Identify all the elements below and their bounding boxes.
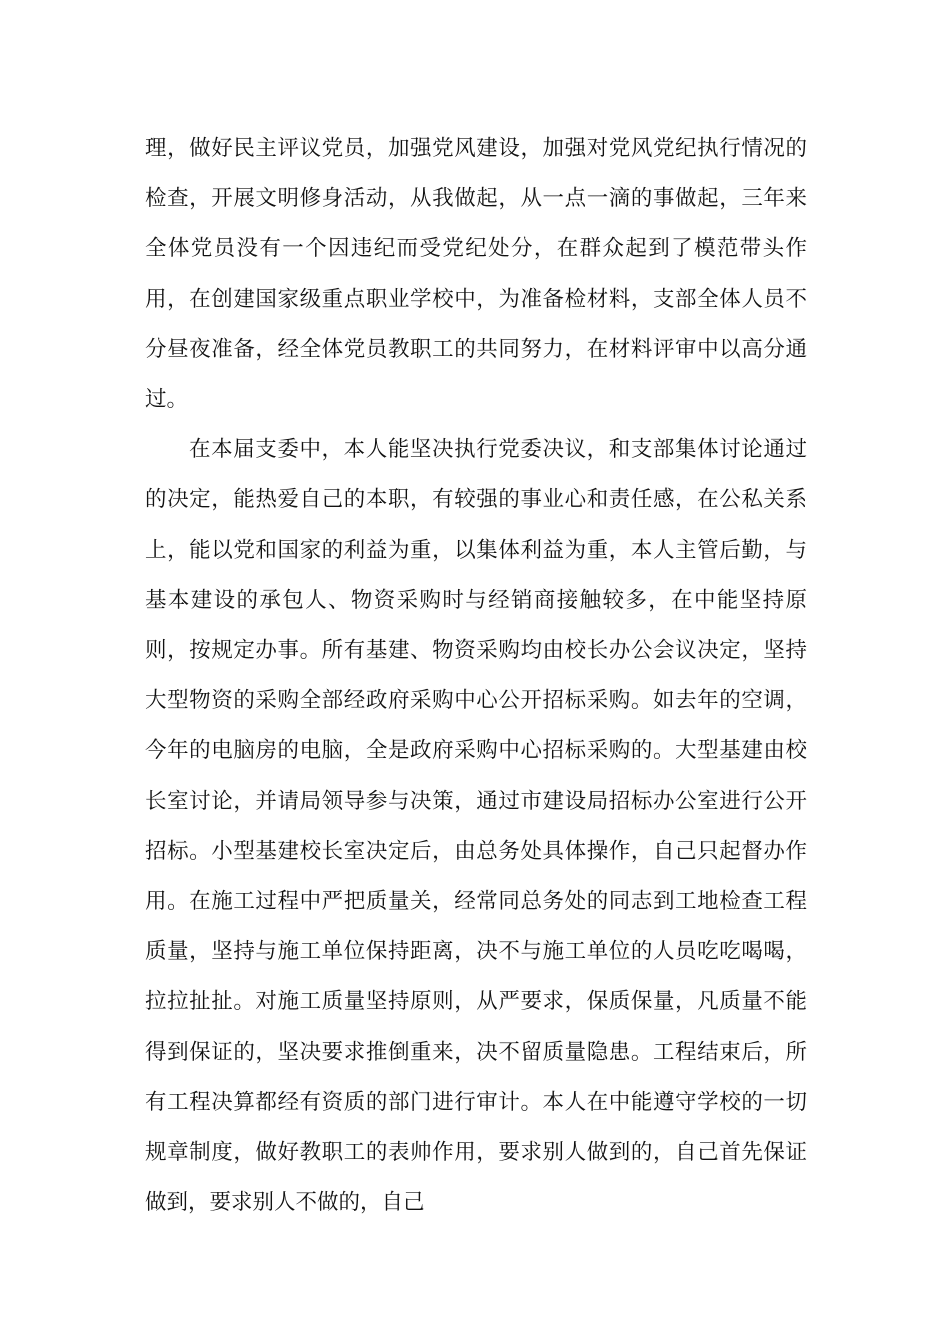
document-body: [145, 124, 807, 1228]
paragraph-party-conduct: 理，做好民主评议党员，加强党风建设，加强对党风党纪执行情况的检查，开展文明修身活动，从我做起，从一点一滴的事做起，三年来全体党员没有一个因违纪而受党纪处分，在群众起到了模范带头作用，在创建国家级重点职业学校中，为准备检材料，支部全体人员不分昼夜准备，经全体党员教职工的共同努力，在材料评审中以高分通过。: [145, 136, 807, 413]
paragraph-logistics-integrity: 在本届支委中，本人能坚决执行党委决议，和支部集体讨论通过的决定，能热爱自己的本职，有较强的事业心和责任感，在公私关系上，能以党和国家的利益为重，以集体利益为重，本人主管后勤，与基本建设的承包人、物资采购时与经销商接触较多，在中能坚持原则，按规定办事。所有基建、物资采购均由校长办公会议决定，坚持大型物资的采购全部经政府采购中心公开招标采购。如去年的空调，今年的电脑房的电脑，全是政府采购中心招标采购的。大型基建由校长室讨论，并请局领导参与决策，通过市建设局招标办公室进行公开招标。小型基建校长室决定后，由总务处具体操作，自己只起督办作用。在施工过程中严把质量关，经常同总务处的同志到工地检查工程质量，坚持与施工单位保持距离，决不与施工单位的人员吃吃喝喝，拉拉扯扯。对施工质量坚持原则，从严要求，保质保量，凡质量不能得到保证的，坚决要求推倒重来，决不留质量隐患。工程结束后，所有工程决算都经有资质的部门进行审计。本人在中能遵守学校的一切规章制度，做好教职工的表帅作用，要求别人做到的，自己首先保证做到，要求别人不做的，自己: [145, 437, 807, 1216]
